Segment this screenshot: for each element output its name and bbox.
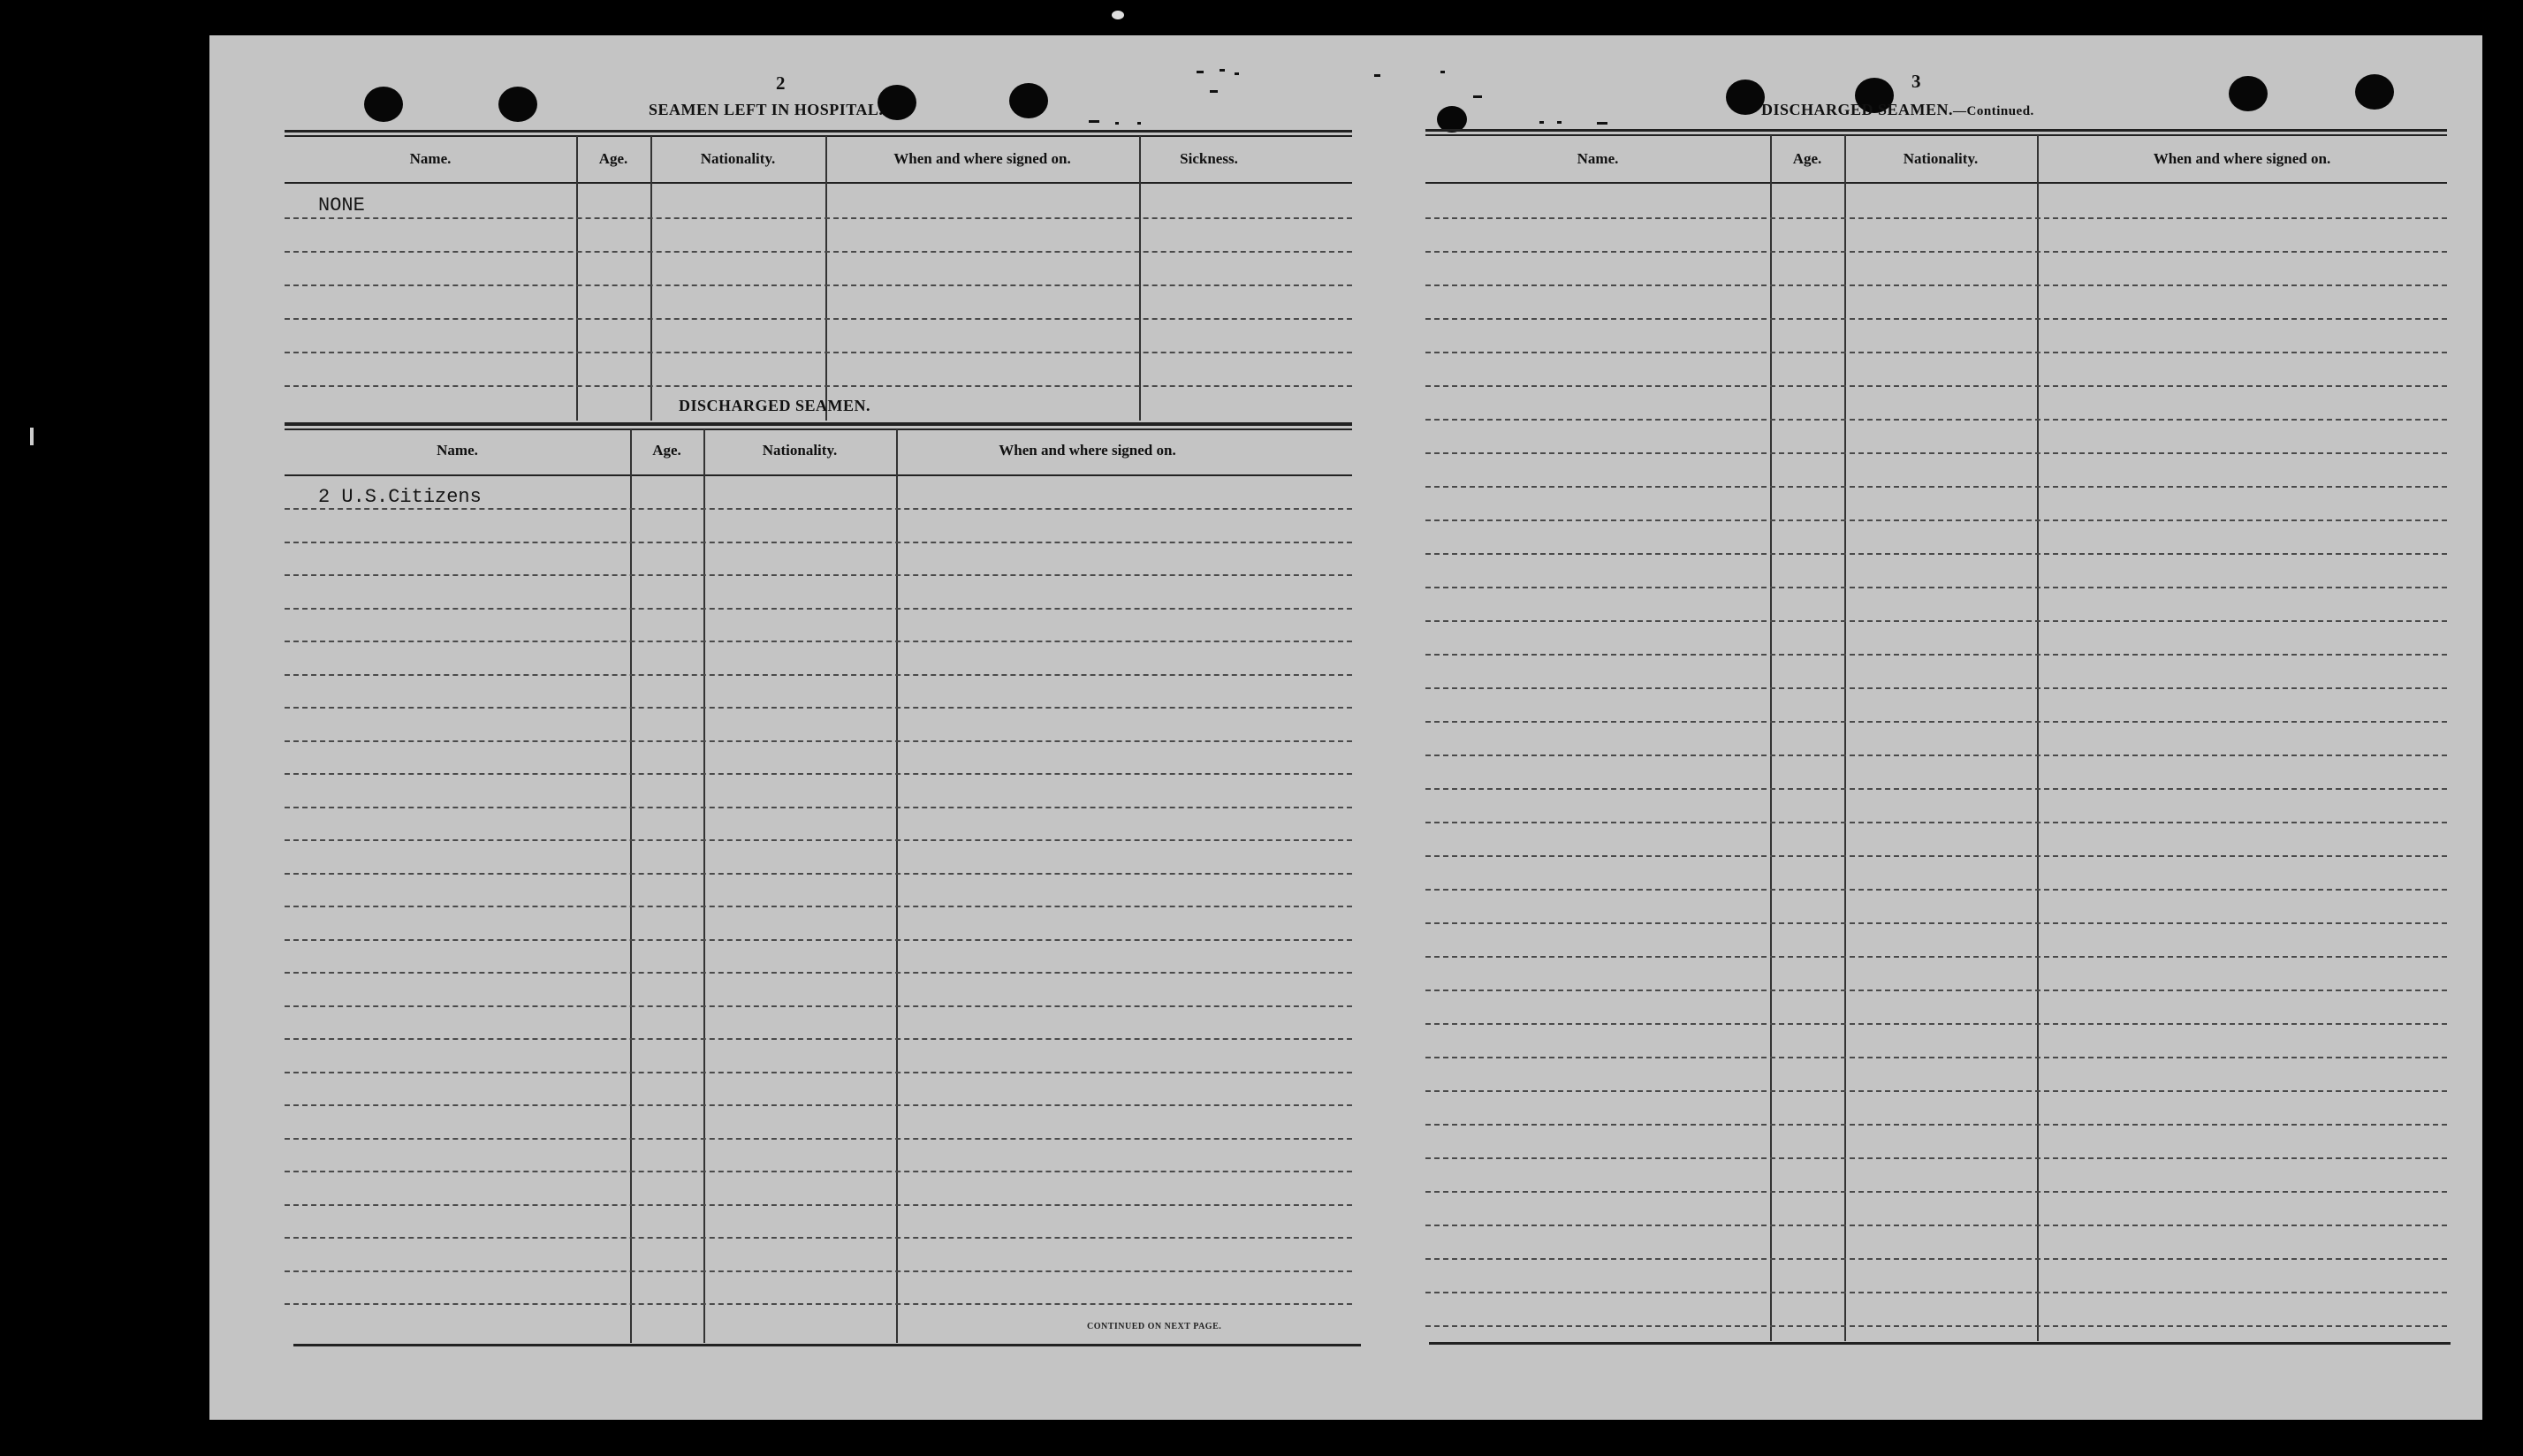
speck: [1089, 120, 1099, 123]
ruled-line: [1425, 1225, 2447, 1226]
speck: [1374, 74, 1380, 77]
speck: [1220, 69, 1225, 72]
ruled-line: [285, 1038, 1352, 1040]
speck: [1137, 122, 1141, 125]
punch-hole: [1009, 83, 1048, 118]
ruled-line: [285, 906, 1352, 907]
ruled-line: [1425, 385, 2447, 387]
ruled-line: [1425, 1057, 2447, 1058]
hospital-section-title: SEAMEN LEFT IN HOSPITAL.: [649, 101, 884, 118]
page-number-left: 2: [776, 72, 786, 94]
discharged-entry: 2 U.S.Citizens: [318, 486, 482, 508]
hospital-col-age: Age.: [598, 150, 628, 167]
discharged-header-rule: [285, 474, 1352, 476]
ruled-line: [1425, 788, 2447, 790]
ruled-line: [1425, 519, 2447, 521]
ruled-line: [1425, 318, 2447, 320]
ruled-line: [285, 542, 1352, 543]
speck: [1440, 71, 1445, 73]
border-mark: [1112, 11, 1124, 19]
ruled-line: [1425, 1157, 2447, 1159]
ruled-line: [1425, 990, 2447, 991]
punch-hole: [2355, 74, 2394, 110]
right-col-signed-on: When and where signed on.: [2153, 150, 2331, 167]
discharged-col-signed-on: When and where signed on.: [999, 442, 1176, 459]
right-col-divider: [1844, 135, 1846, 1341]
ruled-line: [1425, 284, 2447, 286]
speck: [1115, 122, 1119, 125]
border-mark: [30, 428, 34, 445]
ruled-line: [285, 1204, 1352, 1206]
ruled-line: [1425, 587, 2447, 588]
hospital-col-divider: [650, 136, 652, 421]
ruled-line: [1425, 1124, 2447, 1126]
ruled-line: [1425, 956, 2447, 958]
punch-hole: [2229, 76, 2268, 111]
right-col-nationality: Nationality.: [1903, 150, 1979, 167]
ruled-line: [285, 508, 1352, 510]
ruled-line: [1425, 855, 2447, 857]
ruled-line: [1425, 452, 2447, 454]
discharged-col-divider: [630, 429, 632, 1343]
discharged-col-divider: [896, 429, 898, 1343]
discharged-col-name: Name.: [437, 442, 478, 459]
right-header-rule: [1425, 182, 2447, 184]
speck: [1557, 121, 1562, 124]
discharged-col-divider: [703, 429, 705, 1343]
ruled-line: [285, 385, 1352, 387]
right-title-main: DISCHARGED SEAMEN.: [1761, 101, 1954, 118]
ruled-line: [285, 873, 1352, 875]
ruled-line: [1425, 251, 2447, 253]
discharged-table-top-rule: [285, 428, 1352, 430]
ruled-line: [285, 839, 1352, 841]
ruled-line: [1425, 419, 2447, 421]
ruled-line: [285, 1303, 1352, 1305]
ruled-line: [285, 1270, 1352, 1272]
ruled-line: [285, 641, 1352, 642]
continued-footer: CONTINUED ON NEXT PAGE.: [1087, 1322, 1222, 1331]
ruled-line: [1425, 889, 2447, 891]
ruled-line: [285, 574, 1352, 576]
right-col-divider: [1770, 135, 1772, 1341]
ruled-line: [285, 1171, 1352, 1172]
right-table-top-rule: [1425, 134, 2447, 136]
discharged-col-nationality: Nationality.: [762, 442, 838, 459]
ruled-line: [285, 1005, 1352, 1007]
speck: [1210, 90, 1218, 93]
hospital-header-rule: [285, 182, 1352, 184]
hospital-col-sickness: Sickness.: [1180, 150, 1238, 167]
ruled-line: [285, 939, 1352, 941]
ruled-line: [285, 217, 1352, 219]
ruled-line: [285, 1104, 1352, 1106]
document-sheet: [209, 35, 2482, 1420]
speck: [1597, 122, 1607, 125]
punch-hole: [1726, 80, 1765, 115]
hospital-col-signed-on: When and where signed on.: [893, 150, 1071, 167]
right-col-divider: [2037, 135, 2039, 1341]
ruled-line: [1425, 654, 2447, 656]
punch-hole: [878, 85, 916, 120]
ruled-line: [1425, 1023, 2447, 1025]
hospital-table-top-rule: [285, 130, 1352, 133]
right-col-age: Age.: [1792, 150, 1822, 167]
hospital-col-name: Name.: [409, 150, 452, 167]
page-number-right: 3: [1911, 71, 1921, 92]
ruled-line: [285, 740, 1352, 742]
hospital-table-top-rule: [285, 135, 1352, 137]
ruled-line: [285, 608, 1352, 610]
hospital-entry: NONE: [318, 194, 365, 216]
speck: [1235, 72, 1239, 75]
ruled-line: [1425, 1292, 2447, 1293]
speck: [1473, 95, 1482, 98]
right-title-suffix: —Continued.: [1953, 104, 2034, 118]
punch-hole: [364, 87, 403, 122]
ruled-line: [285, 807, 1352, 808]
discharged-section-title: DISCHARGED SEAMEN.: [679, 397, 871, 414]
ruled-line: [1425, 822, 2447, 823]
ruled-line: [1425, 1090, 2447, 1092]
ruled-line: [285, 773, 1352, 775]
ruled-line: [1425, 217, 2447, 219]
ruled-line: [1425, 486, 2447, 488]
hospital-col-divider: [1139, 136, 1141, 421]
ruled-line: [1425, 1258, 2447, 1260]
speck: [1197, 71, 1204, 73]
right-col-name: Name.: [1577, 150, 1619, 167]
speck: [1539, 121, 1544, 124]
ruled-line: [1425, 620, 2447, 622]
ruled-line: [1425, 687, 2447, 689]
discharged-table-top-rule: [285, 423, 1352, 426]
right-table-top-rule: [1425, 129, 2447, 132]
hospital-col-divider: [576, 136, 578, 421]
right-table-bottom-rule: [1429, 1342, 2451, 1345]
discharged-table-bottom-rule: [293, 1344, 1361, 1346]
ruled-line: [1425, 1191, 2447, 1193]
ruled-line: [285, 318, 1352, 320]
ruled-line: [1425, 1325, 2447, 1327]
ruled-line: [285, 284, 1352, 286]
ruled-line: [1425, 922, 2447, 924]
ruled-line: [285, 1072, 1352, 1073]
hospital-col-divider: [825, 136, 827, 421]
ruled-line: [285, 1237, 1352, 1239]
ruled-line: [285, 1138, 1352, 1140]
right-section-title: [1761, 101, 2034, 119]
ruled-line: [1425, 721, 2447, 723]
ruled-line: [1425, 755, 2447, 756]
discharged-col-age: Age.: [652, 442, 681, 459]
ruled-line: [1425, 352, 2447, 353]
hospital-col-nationality: Nationality.: [700, 150, 776, 167]
punch-hole: [498, 87, 537, 122]
ruled-line: [285, 674, 1352, 676]
ruled-line: [285, 352, 1352, 353]
ruled-line: [285, 707, 1352, 709]
ruled-line: [1425, 553, 2447, 555]
ruled-line: [285, 251, 1352, 253]
ruled-line: [285, 972, 1352, 974]
